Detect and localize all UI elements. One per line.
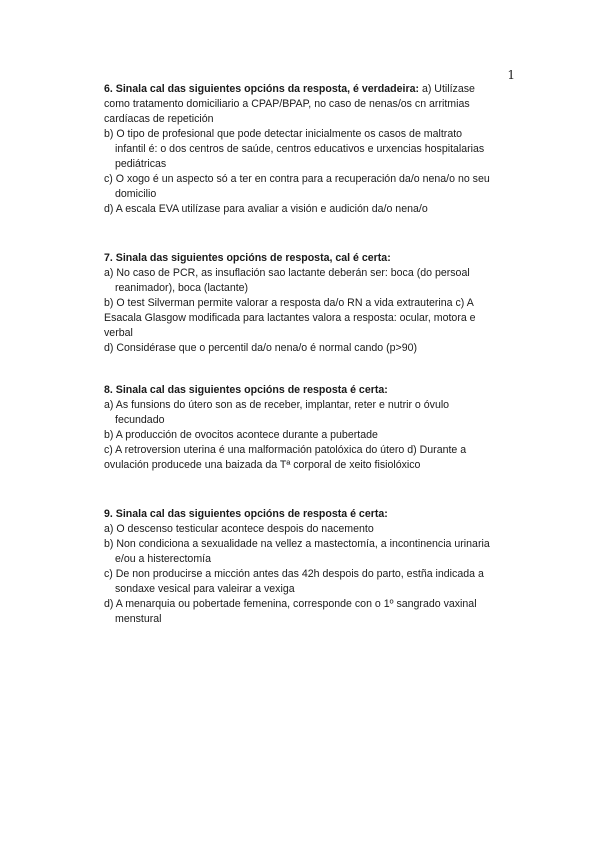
question-6-line: pediátricas (115, 158, 167, 170)
question-7-option-a: a) No caso de PCR, as insuflación sao lactante deberán ser: boca (do persoal (104, 267, 470, 279)
question-9-option-c: c) De non producirse a micción antes das 42h despois do parto, estña indicada a (104, 568, 484, 580)
question-8 (104, 383, 514, 473)
question-7 (104, 251, 514, 356)
question-9-line: e/ou a histerectomía (115, 553, 211, 565)
question-9-line: sondaxe vesical para valeirar a vexiga (115, 583, 295, 595)
question-9 (104, 507, 514, 627)
question-8-line: fecundado (115, 414, 165, 426)
question-6 (104, 82, 514, 217)
question-6-line: domicilio (115, 188, 157, 200)
question-9-option-d: d) A menarquia ou pobertade femenina, corresponde con o 1º sangrado vaxinal (104, 598, 477, 610)
question-7-option-d: d) Considérase que o percentil da/o nena/o é normal cando (p>90) (104, 342, 418, 354)
question-6-line: como tratamento domiciliario a CPAP/BPAP, no caso de nenas/os cn arritmias (104, 98, 470, 110)
question-7-line: reanimador), boca (lactante) (115, 282, 249, 294)
question-8-option-c: c) A retroversion uterina é una malformación patolóxica do útero d) Durante a (104, 444, 467, 456)
question-9-line: menstural (115, 613, 162, 625)
question-8-option-b: b) A producción de ovocitos acontece durante a pubertade (104, 429, 378, 441)
question-7-line: Esacala Glasgow modificada para lactantes valora a resposta: ocular, motora e (104, 312, 476, 324)
question-7-line: verbal (104, 327, 133, 339)
question-6-option-b: b) O tipo de profesional que pode detectar inicialmente os casos de maltrato (104, 128, 463, 140)
page-number: 1 (507, 68, 515, 82)
question-9-option-b: b) Non condiciona a sexualidade na vellez a mastectomía, a incontinencia urinaria (104, 538, 490, 550)
question-6-line: cardíacas de repetición (104, 113, 214, 125)
question-8-title: 8. Sinala cal das siguientes opcións de resposta é certa: (104, 384, 388, 396)
question-6-line: infantil é: o dos centros de saúde, centros educativos e urxencias hospitalarias (115, 143, 485, 155)
question-7-option-b: b) O test Silverman permite valorar a resposta da/o RN a vida extrauterina c) A (104, 297, 474, 309)
question-8-line: ovulación producede una baizada da Tª corporal de xeito fisiolóxico (104, 459, 421, 471)
question-8-option-a: a) As funsions do útero son as de receber, implantar, reter e nutrir o óvulo (104, 399, 450, 411)
question-7-title: 7. Sinala das siguientes opcións de resposta, cal é certa: (104, 252, 391, 264)
question-6-title: 6. Sinala cal das siguientes opcións da resposta, é verdadeira: (104, 83, 419, 95)
question-6-option-c: c) O xogo é un aspecto só a ter en contra para a recuperación da/o nena/o no seu (104, 173, 490, 185)
question-6-header (104, 82, 514, 97)
question-9-title: 9. Sinala cal das siguientes opcións de resposta é certa: (104, 508, 388, 520)
question-6-option-a-start: a) Utilízase (419, 83, 475, 95)
document-body (104, 82, 514, 661)
question-6-option-d: d) A escala EVA utilízase para avaliar a visión e audición da/o nena/o (104, 203, 428, 215)
question-9-option-a: a) O descenso testicular acontece despois do nacemento (104, 523, 374, 535)
